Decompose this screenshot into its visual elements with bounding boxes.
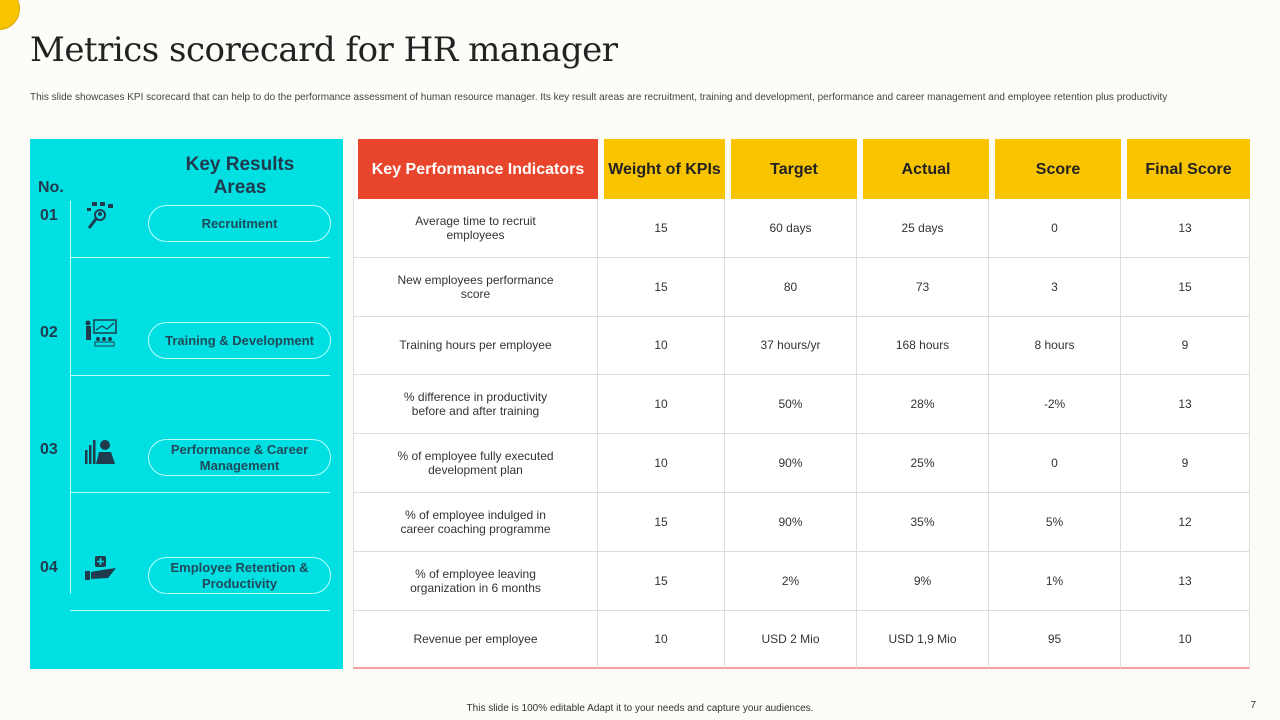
page-title: Metrics scorecard for HR manager <box>30 30 618 70</box>
area-pill: Employee Retention & Productivity <box>148 557 331 594</box>
page-number: 7 <box>1250 700 1256 711</box>
cell-target: 90% <box>725 434 857 493</box>
header-kpi: Key Performance Indicators <box>353 139 598 199</box>
cell-weight: 10 <box>598 317 725 376</box>
area-number: 02 <box>40 324 58 341</box>
row-divider <box>70 375 330 376</box>
table-row <box>353 258 1250 317</box>
key-results-panel <box>30 139 343 669</box>
header-final-score: Final Score <box>1121 139 1250 199</box>
kpi-table <box>353 139 1250 669</box>
cell-final-score: 15 <box>1121 258 1250 317</box>
cell-weight: 15 <box>598 258 725 317</box>
cell-final-score: 10 <box>1121 611 1250 670</box>
table-row <box>353 199 1250 258</box>
header-target: Target <box>725 139 857 199</box>
cell-score: 5% <box>989 493 1121 552</box>
area-pill: Performance & Career Management <box>148 439 331 476</box>
row-divider <box>70 492 330 493</box>
cell-target: 60 days <box>725 199 857 258</box>
table-row <box>353 611 1250 670</box>
cell-kpi: New employees performance score <box>353 258 598 317</box>
cell-kpi: % of employee fully executed development plan <box>353 434 598 493</box>
cell-final-score: 9 <box>1121 434 1250 493</box>
cell-actual: 9% <box>857 552 989 611</box>
table-row <box>353 552 1250 611</box>
cell-target: 37 hours/yr <box>725 317 857 376</box>
cell-final-score: 9 <box>1121 317 1250 376</box>
table-row <box>353 375 1250 434</box>
performance-growth-icon <box>84 436 118 466</box>
cell-score: -2% <box>989 375 1121 434</box>
table-row <box>353 434 1250 493</box>
decorative-circle <box>0 0 20 30</box>
footer-note: This slide is 100% editable Adapt it to your needs and capture your audiences. <box>466 703 814 714</box>
cell-actual: 168 hours <box>857 317 989 376</box>
cell-score: 0 <box>989 199 1121 258</box>
hand-care-icon <box>84 554 118 584</box>
cell-score: 8 hours <box>989 317 1121 376</box>
row-divider <box>70 257 330 258</box>
cell-final-score: 12 <box>1121 493 1250 552</box>
cell-weight: 10 <box>598 375 725 434</box>
area-pill: Recruitment <box>148 205 331 242</box>
cell-kpi: Revenue per employee <box>353 611 598 670</box>
cell-actual: 25 days <box>857 199 989 258</box>
cell-score: 0 <box>989 434 1121 493</box>
cell-kpi: % difference in productivity before and after training <box>353 375 598 434</box>
cell-actual: 73 <box>857 258 989 317</box>
cell-target: 50% <box>725 375 857 434</box>
cell-score: 1% <box>989 552 1121 611</box>
header-actual: Actual <box>857 139 989 199</box>
cell-actual: 25% <box>857 434 989 493</box>
cell-kpi: % of employee indulged in career coaching programme <box>353 493 598 552</box>
cell-score: 3 <box>989 258 1121 317</box>
cell-weight: 15 <box>598 552 725 611</box>
header-score: Score <box>989 139 1121 199</box>
area-number: 01 <box>40 207 58 224</box>
slide-description: This slide showcases KPI scorecard that can help to do the performance assessment of human resource manager. Its key result areas are recruitment, training and development, performance and career management and employee retention plus productivity <box>30 92 1168 103</box>
cell-final-score: 13 <box>1121 375 1250 434</box>
cell-weight: 15 <box>598 199 725 258</box>
cell-score: 95 <box>989 611 1121 670</box>
recruitment-icon <box>84 201 118 231</box>
cell-weight: 15 <box>598 493 725 552</box>
cell-weight: 10 <box>598 611 725 670</box>
cell-target: 2% <box>725 552 857 611</box>
training-presentation-icon <box>84 319 118 349</box>
cell-actual: USD 1,9 Mio <box>857 611 989 670</box>
area-pill: Training & Development <box>148 322 331 359</box>
cell-actual: 28% <box>857 375 989 434</box>
cell-final-score: 13 <box>1121 199 1250 258</box>
cell-actual: 35% <box>857 493 989 552</box>
header-weight: Weight of KPIs <box>598 139 725 199</box>
row-divider <box>70 610 330 611</box>
no-header: No. <box>38 179 64 196</box>
cell-target: USD 2 Mio <box>725 611 857 670</box>
area-number: 03 <box>40 441 58 458</box>
kra-header: Key Results Areas <box>185 154 295 198</box>
table-row <box>353 317 1250 376</box>
cell-weight: 10 <box>598 434 725 493</box>
area-number: 04 <box>40 559 58 576</box>
cell-kpi: Average time to recruit employees <box>353 199 598 258</box>
table-row <box>353 493 1250 552</box>
divider <box>70 201 71 594</box>
cell-kpi: Training hours per employee <box>353 317 598 376</box>
cell-kpi: % of employee leaving organization in 6 months <box>353 552 598 611</box>
cell-target: 90% <box>725 493 857 552</box>
cell-final-score: 13 <box>1121 552 1250 611</box>
cell-target: 80 <box>725 258 857 317</box>
